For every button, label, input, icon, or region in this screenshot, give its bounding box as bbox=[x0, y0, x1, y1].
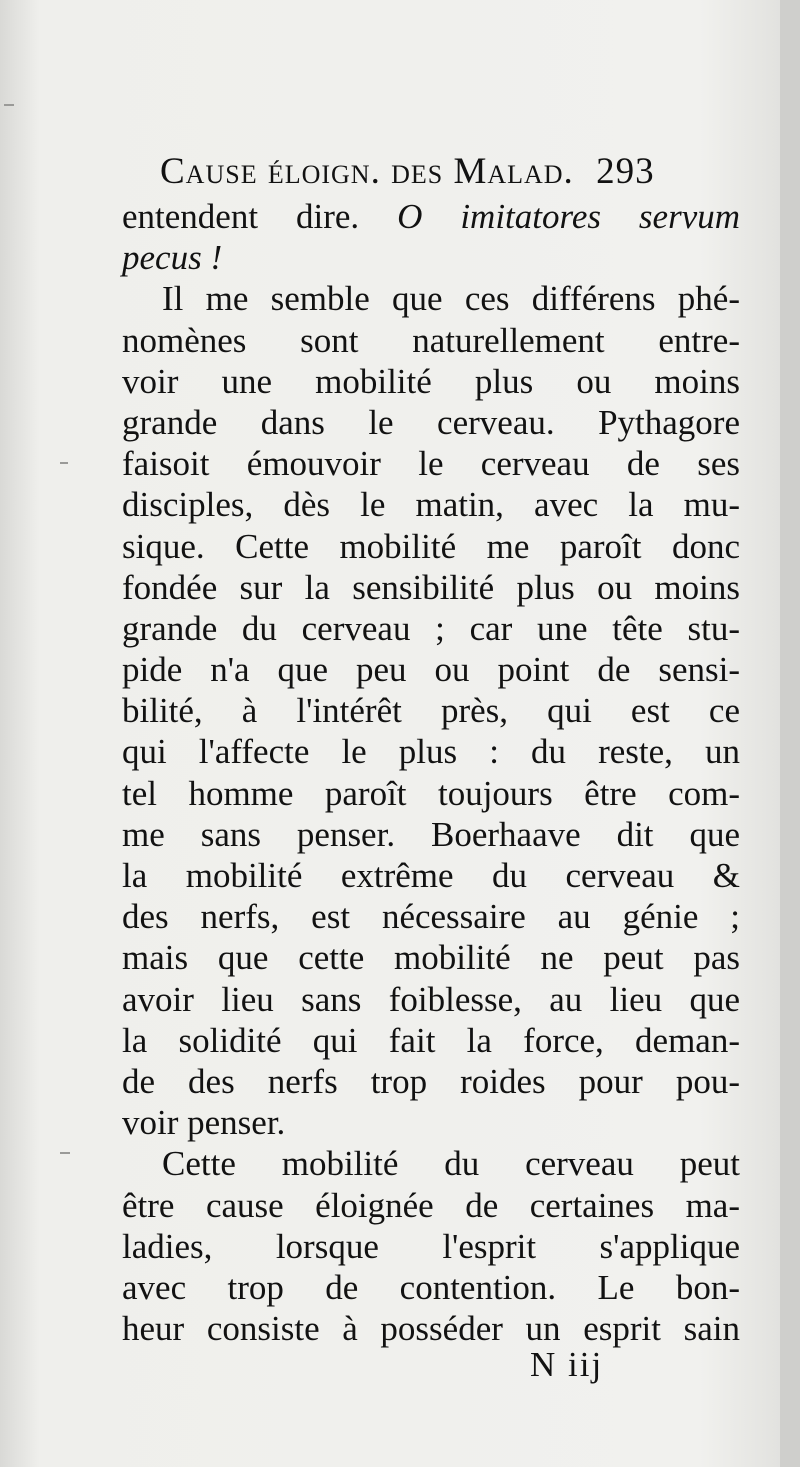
text-line: sique. Cette mobilité me paroît donc bbox=[122, 526, 740, 566]
text-line: avec trop de contention. Le bon- bbox=[122, 1267, 740, 1307]
text-line: qui l'affecte le plus : du reste, un bbox=[122, 732, 740, 772]
text-line: grande du cerveau ; car une tête stu- bbox=[122, 608, 740, 648]
text-line: des nerfs, est nécessaire au génie ; bbox=[122, 897, 740, 937]
text-line: pecus ! bbox=[122, 238, 223, 278]
running-head bbox=[160, 150, 780, 200]
text-line: bilité, à l'intérêt près, qui est ce bbox=[122, 691, 740, 731]
text-line: la solidité qui fait la force, deman- bbox=[122, 1020, 740, 1060]
page-speck bbox=[60, 1152, 70, 1154]
text-line: disciples, dès le matin, avec la mu- bbox=[122, 485, 740, 525]
text-line: fondée sur la sensibilité plus ou moins bbox=[122, 567, 740, 607]
page-number: 293 bbox=[596, 151, 655, 192]
page-speck bbox=[60, 462, 68, 464]
text-line: voir une mobilité plus ou moins bbox=[122, 361, 740, 401]
text-line: ladies, lorsque l'esprit s'applique bbox=[122, 1226, 740, 1266]
text-line: la mobilité extrême du cerveau & bbox=[122, 856, 740, 895]
body-text bbox=[122, 196, 740, 1349]
text-line: me sans penser. Boerhaave dit que bbox=[122, 814, 740, 854]
text-line: Cette mobilité du cerveau peut bbox=[162, 1144, 740, 1184]
text-line: heur consiste à posséder un esprit sain bbox=[122, 1309, 740, 1349]
text-line: pide n'a que peu ou point de sensi- bbox=[122, 650, 740, 690]
text-line: mais que cette mobilité ne peut pas bbox=[122, 938, 740, 978]
text-line: tel homme paroît toujours être com- bbox=[122, 773, 740, 813]
signature-mark: N iij bbox=[530, 1345, 604, 1384]
text-line: être cause éloignée de certaines ma- bbox=[122, 1185, 740, 1225]
text-line: nomènes sont naturellement entre- bbox=[122, 320, 740, 360]
text-line: grande dans le cerveau. Pythagore bbox=[122, 402, 740, 442]
page-speck bbox=[4, 104, 14, 106]
text-line: avoir lieu sans foiblesse, au lieu que bbox=[122, 979, 740, 1019]
page-edge bbox=[780, 0, 800, 1467]
running-head-title: Cause éloign. des Malad. bbox=[160, 151, 574, 192]
text-line: faisoit émouvoir le cerveau de ses bbox=[122, 444, 740, 484]
text-line: voir penser. bbox=[122, 1103, 286, 1143]
text-line: de des nerfs trop roides pour pou- bbox=[122, 1061, 740, 1101]
text-line: entendent dire. O imitatores servum bbox=[122, 197, 741, 236]
text-line: Il me semble que ces différens phé- bbox=[162, 279, 740, 319]
